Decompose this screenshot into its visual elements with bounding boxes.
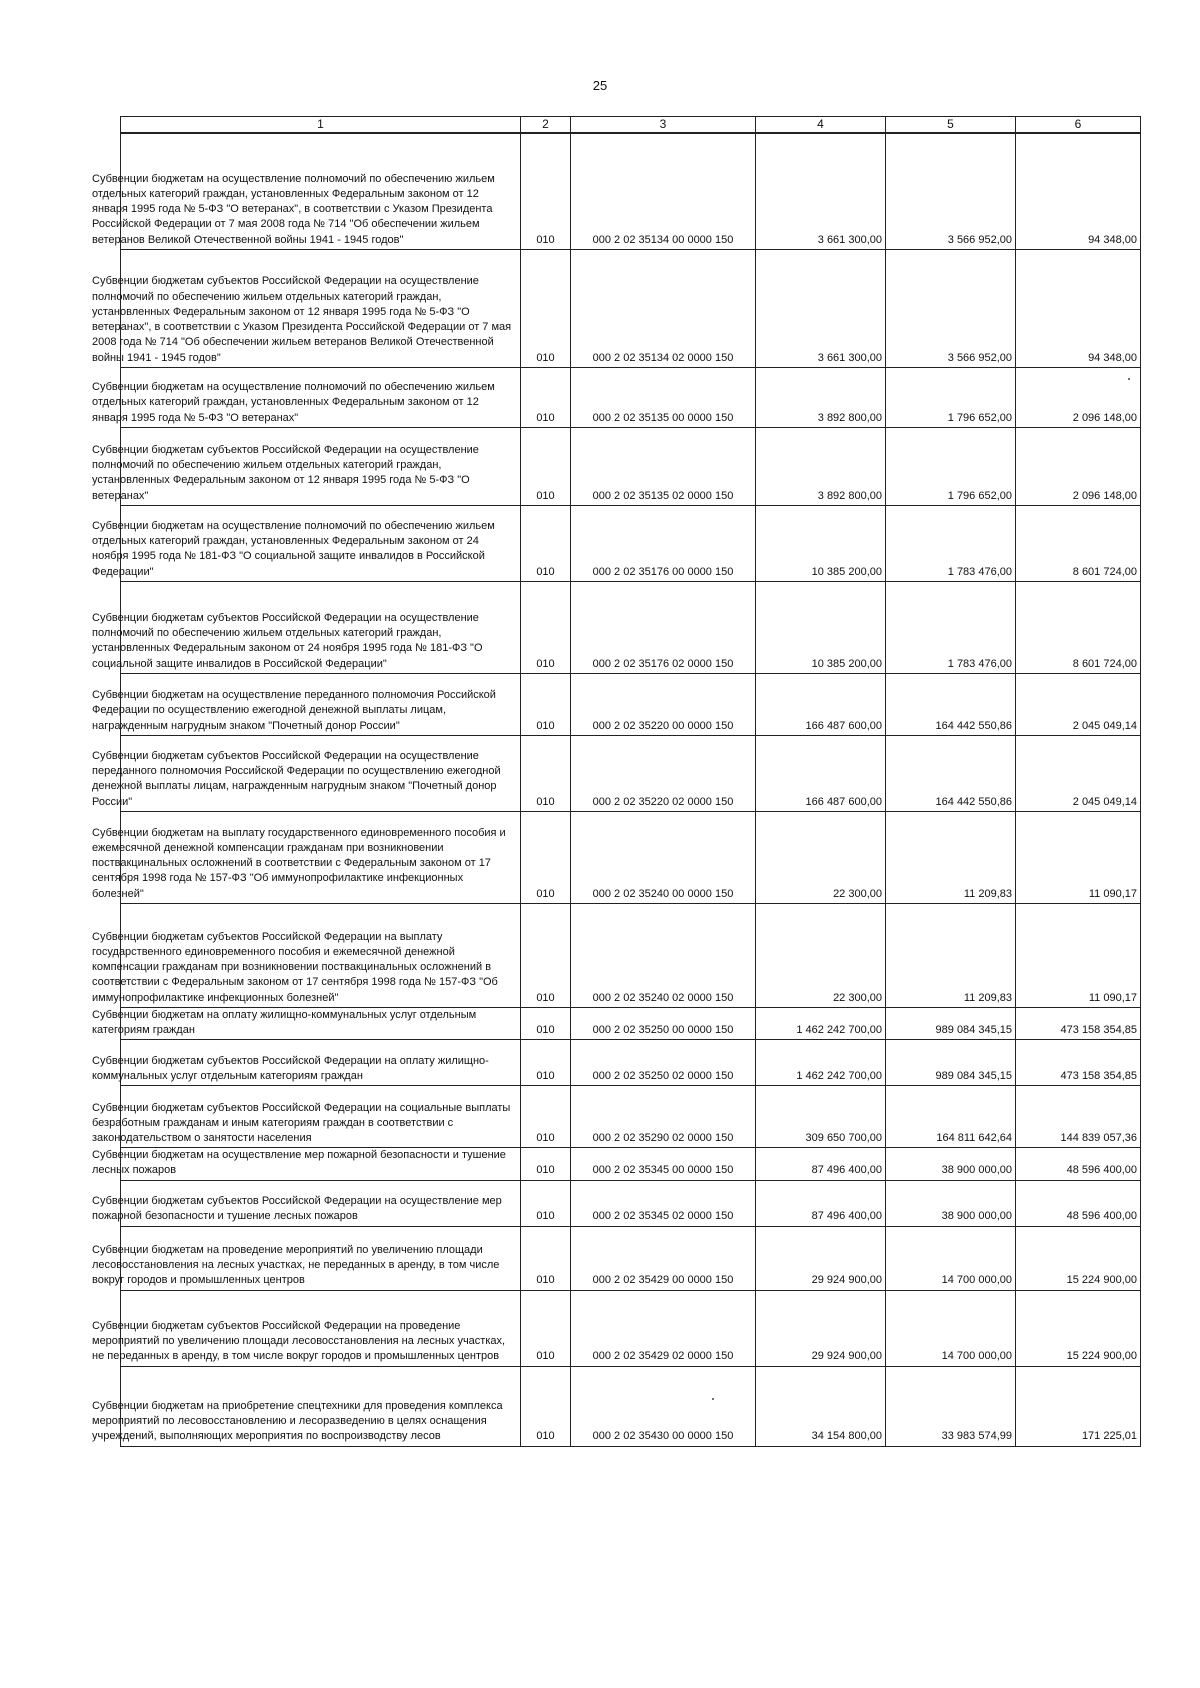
row-name-text: Субвенции бюджетам субъектов Российской Федерации на оплату жилищно-коммунальных услуг отдельным категориям граждан (92, 1054, 489, 1082)
table-row (121, 1226, 1141, 1290)
table-row (121, 903, 1141, 1007)
row-executed-amount-cell: 989 084 345,15 (886, 1040, 1016, 1086)
row-admin-code-cell: 010 (521, 249, 571, 367)
row-name-text: Субвенции бюджетам на проведение мероприятий по увеличению площади лесовосстановления на лесных участках, не переданных в аренду, в том числе вокруг городов и промышленных центров (92, 1243, 500, 1287)
row-remaining-amount-cell: 473 158 354,85 (1016, 1007, 1141, 1039)
table-row (121, 427, 1141, 505)
row-budget-code-cell: 000 2 02 35135 02 0000 150 (571, 427, 756, 505)
row-budget-code-cell: 000 2 02 35429 02 0000 150 (571, 1290, 756, 1366)
row-approved-amount-cell: 309 650 700,00 (756, 1086, 886, 1148)
row-admin-code-cell: 010 (521, 1290, 571, 1366)
scan-speck (712, 1398, 714, 1400)
row-name-cell (92, 1007, 521, 1039)
row-remaining-amount-cell: 15 224 900,00 (1016, 1226, 1141, 1290)
row-budget-code-cell: 000 2 02 35134 02 0000 150 (571, 249, 756, 367)
row-executed-amount-cell: 989 084 345,15 (886, 1007, 1016, 1039)
row-approved-amount-cell: 22 300,00 (756, 811, 886, 903)
row-remaining-amount-cell: 2 045 049,14 (1016, 673, 1141, 735)
row-remaining-amount-cell: 8 601 724,00 (1016, 581, 1141, 673)
row-budget-code-cell: 000 2 02 35345 02 0000 150 (571, 1180, 756, 1226)
column-header: 2 (521, 117, 571, 134)
row-name-cell (92, 735, 521, 811)
table-row (121, 133, 1141, 249)
row-admin-code-cell: 010 (521, 1226, 571, 1290)
row-remaining-amount-cell: 2 096 148,00 (1016, 367, 1141, 427)
row-admin-code-cell: 010 (521, 1086, 571, 1148)
row-approved-amount-cell: 166 487 600,00 (756, 673, 886, 735)
table-row (121, 1007, 1141, 1039)
row-approved-amount-cell: 29 924 900,00 (756, 1226, 886, 1290)
row-admin-code-cell: 010 (521, 133, 571, 249)
row-name-text: Субвенции бюджетам на осуществление мер пожарной безопасности и тушение лесных пожаров (92, 1149, 506, 1177)
row-name-cell (92, 673, 521, 735)
row-budget-code-cell: 000 2 02 35250 02 0000 150 (571, 1040, 756, 1086)
row-budget-code-cell: 000 2 02 35176 02 0000 150 (571, 581, 756, 673)
row-remaining-amount-cell: 15 224 900,00 (1016, 1290, 1141, 1366)
row-executed-amount-cell: 38 900 000,00 (886, 1180, 1016, 1226)
row-approved-amount-cell: 29 924 900,00 (756, 1290, 886, 1366)
row-budget-code-cell: 000 2 02 35220 00 0000 150 (571, 673, 756, 735)
row-admin-code-cell: 010 (521, 581, 571, 673)
row-approved-amount-cell: 34 154 800,00 (756, 1366, 886, 1446)
column-header: 5 (886, 117, 1016, 134)
row-admin-code-cell: 010 (521, 1148, 571, 1180)
row-remaining-amount-cell: 94 348,00 (1016, 133, 1141, 249)
row-budget-code-cell: 000 2 02 35430 00 0000 150 (571, 1366, 756, 1446)
row-admin-code-cell: 010 (521, 811, 571, 903)
row-admin-code-cell: 010 (521, 903, 571, 1007)
row-executed-amount-cell: 164 811 642,64 (886, 1086, 1016, 1148)
column-header: 1 (121, 117, 521, 134)
row-name-text: Субвенции бюджетам субъектов Российской Федерации на осуществление полномочий по обеспечению жильем отдельных категорий граждан, установленных Федеральным законом от 12 января 1995 года № 5-ФЗ "О ветеранах", в соответствии с Указом Президента Российской Федерации от 7 мая 2008 года № 714 "Об обеспечении жильем ветеранов Великой Отечественной войны 1941 - 1945 годов" (92, 275, 512, 364)
row-executed-amount-cell: 1 783 476,00 (886, 581, 1016, 673)
row-name-cell (92, 1290, 521, 1366)
table-body (92, 133, 1141, 1446)
row-executed-amount-cell: 11 209,83 (886, 811, 1016, 903)
row-name-text: Субвенции бюджетам субъектов Российской Федерации на осуществление переданного полномочия Российской Федерации по осуществлению ежегодной денежной выплаты лицам, награжденным нагрудным знаком "Почетный донор России" (92, 749, 501, 808)
page-number: 25 (592, 78, 608, 93)
row-name-cell (92, 1226, 521, 1290)
row-name-text: Субвенции бюджетам субъектов Российской Федерации на проведение мероприятий по увеличению площади лесовосстановления на лесных участках, не переданных в аренду, в том числе вокруг городов и промышленных центров (92, 1319, 506, 1363)
table-row (121, 1086, 1141, 1148)
row-admin-code-cell: 010 (521, 1180, 571, 1226)
row-remaining-amount-cell: 11 090,17 (1016, 811, 1141, 903)
row-approved-amount-cell: 22 300,00 (756, 903, 886, 1007)
row-approved-amount-cell: 3 661 300,00 (756, 249, 886, 367)
row-name-cell (92, 1040, 521, 1086)
row-admin-code-cell: 010 (521, 427, 571, 505)
row-name-text: Субвенции бюджетам субъектов Российской Федерации на выплату государственного единовременного пособия и ежемесячной денежной компенсации гражданам при возникновении поствакцинальных осложнений в соответствии с Федеральным законом от 17 сентября 1998 года № 157-ФЗ "Об иммунопрофилактике инфекционных болезней" (92, 930, 498, 1004)
row-executed-amount-cell: 11 209,83 (886, 903, 1016, 1007)
row-budget-code-cell: 000 2 02 35240 00 0000 150 (571, 811, 756, 903)
row-remaining-amount-cell: 144 839 057,36 (1016, 1086, 1141, 1148)
row-approved-amount-cell: 3 892 800,00 (756, 427, 886, 505)
row-executed-amount-cell: 14 700 000,00 (886, 1226, 1016, 1290)
row-name-cell (92, 1086, 521, 1148)
row-approved-amount-cell: 87 496 400,00 (756, 1180, 886, 1226)
row-executed-amount-cell: 1 796 652,00 (886, 367, 1016, 427)
row-budget-code-cell: 000 2 02 35220 02 0000 150 (571, 735, 756, 811)
row-remaining-amount-cell: 2 096 148,00 (1016, 427, 1141, 505)
row-name-text: Субвенции бюджетам на приобретение спецтехники для проведения комплекса мероприятий по лесовосстановлению и лесоразведению в целях оснащения учреждений, выполняющих мероприятия по воспроизводству лесов (92, 1399, 503, 1443)
row-name-text: Субвенции бюджетам субъектов Российской Федерации на осуществление мер пожарной безопасности и тушение лесных пожаров (92, 1195, 502, 1223)
row-name-cell (92, 1180, 521, 1226)
row-name-text: Субвенции бюджетам субъектов Российской Федерации на осуществление полномочий по обеспечению жильем отдельных категорий граждан, установленных Федеральным законом от 12 января 1995 года № 5-ФЗ "О ветеранах" (92, 443, 479, 502)
row-remaining-amount-cell: 2 045 049,14 (1016, 735, 1141, 811)
scan-speck (1128, 378, 1130, 380)
table-row (121, 367, 1141, 427)
budget-table (92, 116, 1141, 1447)
row-name-text: Субвенции бюджетам на осуществление полномочий по обеспечению жильем отдельных категорий граждан, установленных Федеральным законом от 24 ноября 1995 года № 181-ФЗ "О социальной защите инвалидов в Российской Федерации" (92, 519, 495, 578)
table-row (121, 1148, 1141, 1180)
row-remaining-amount-cell: 8 601 724,00 (1016, 505, 1141, 581)
row-remaining-amount-cell: 94 348,00 (1016, 249, 1141, 367)
row-approved-amount-cell: 10 385 200,00 (756, 505, 886, 581)
row-name-text: Субвенции бюджетам на выплату государственного единовременного пособия и ежемесячной денежной компенсации гражданам при возникновении поствакцинальных осложнений в соответствии с Федеральным законом от 17 сентября 1998 года № 157-ФЗ "Об иммунопрофилактике инфекционных болезней" (92, 826, 506, 900)
table-row (121, 811, 1141, 903)
row-executed-amount-cell: 1 783 476,00 (886, 505, 1016, 581)
row-admin-code-cell: 010 (521, 1007, 571, 1039)
table-row (121, 1180, 1141, 1226)
row-approved-amount-cell: 3 661 300,00 (756, 133, 886, 249)
row-budget-code-cell: 000 2 02 35135 00 0000 150 (571, 367, 756, 427)
table-row (121, 1040, 1141, 1086)
row-name-text: Субвенции бюджетам субъектов Российской Федерации на осуществление полномочий по обеспечению жильем отдельных категорий граждан, установленных Федеральным законом от 24 ноября 1995 года № 181-ФЗ "О социальной защите инвалидов в Российской Федерации" (92, 611, 483, 670)
column-header: 4 (756, 117, 886, 134)
row-budget-code-cell: 000 2 02 35134 00 0000 150 (571, 133, 756, 249)
row-name-text: Субвенции бюджетам на осуществление полномочий по обеспечению жильем отдельных категорий граждан, установленных Федеральным законом от 12 января 1995 года № 5-ФЗ "О ветеранах", в соответствии с Указом Президента Российской Федерации от 7 мая 2008 года № 714 "Об обеспечении жильем ветеранов Великой Отечественной войны 1941 - 1945 годов" (92, 172, 495, 246)
row-executed-amount-cell: 14 700 000,00 (886, 1290, 1016, 1366)
row-name-cell (92, 249, 521, 367)
row-name-text: Субвенции бюджетам на осуществление полномочий по обеспечению жильем отдельных категорий граждан, установленных Федеральным законом от 12 января 1995 года № 5-ФЗ "О ветеранах" (92, 381, 495, 424)
row-executed-amount-cell: 3 566 952,00 (886, 249, 1016, 367)
row-name-text: Субвенции бюджетам на осуществление переданного полномочия Российской Федерации по осуществлению ежегодной денежной выплаты лицам, награжденным нагрудным знаком "Почетный донор России" (92, 689, 496, 732)
row-remaining-amount-cell: 11 090,17 (1016, 903, 1141, 1007)
row-admin-code-cell: 010 (521, 1040, 571, 1086)
table-row (121, 1290, 1141, 1366)
table-header-row (121, 117, 1141, 134)
row-approved-amount-cell: 3 892 800,00 (756, 367, 886, 427)
row-admin-code-cell: 010 (521, 673, 571, 735)
row-remaining-amount-cell: 48 596 400,00 (1016, 1148, 1141, 1180)
row-executed-amount-cell: 3 566 952,00 (886, 133, 1016, 249)
table-row (121, 1366, 1141, 1446)
row-executed-amount-cell: 38 900 000,00 (886, 1148, 1016, 1180)
row-budget-code-cell: 000 2 02 35290 02 0000 150 (571, 1086, 756, 1148)
table-row (121, 505, 1141, 581)
row-remaining-amount-cell: 48 596 400,00 (1016, 1180, 1141, 1226)
row-name-cell (92, 1366, 521, 1446)
row-budget-code-cell: 000 2 02 35240 02 0000 150 (571, 903, 756, 1007)
row-budget-code-cell: 000 2 02 35176 00 0000 150 (571, 505, 756, 581)
table-row (121, 673, 1141, 735)
table-row (121, 581, 1141, 673)
row-name-cell (92, 427, 521, 505)
row-admin-code-cell: 010 (521, 1366, 571, 1446)
row-name-cell (92, 367, 521, 427)
row-approved-amount-cell: 1 462 242 700,00 (756, 1040, 886, 1086)
row-admin-code-cell: 010 (521, 735, 571, 811)
row-name-cell (92, 505, 521, 581)
table-row (121, 249, 1141, 367)
row-name-text: Субвенции бюджетам субъектов Российской Федерации на социальные выплаты безработным гражданам и иным категориям граждан в соответствии с законодательством о занятости населения (92, 1101, 511, 1144)
row-approved-amount-cell: 1 462 242 700,00 (756, 1007, 886, 1039)
row-executed-amount-cell: 33 983 574,99 (886, 1366, 1016, 1446)
row-budget-code-cell: 000 2 02 35429 00 0000 150 (571, 1226, 756, 1290)
row-approved-amount-cell: 166 487 600,00 (756, 735, 886, 811)
row-name-text: Субвенции бюджетам на оплату жилищно-коммунальных услуг отдельным категориям граждан (92, 1008, 477, 1036)
row-name-cell (92, 581, 521, 673)
row-name-cell (92, 1148, 521, 1180)
row-name-cell (92, 903, 521, 1007)
row-remaining-amount-cell: 473 158 354,85 (1016, 1040, 1141, 1086)
row-executed-amount-cell: 164 442 550,86 (886, 735, 1016, 811)
row-executed-amount-cell: 1 796 652,00 (886, 427, 1016, 505)
row-remaining-amount-cell: 171 225,01 (1016, 1366, 1141, 1446)
row-name-cell (92, 811, 521, 903)
column-header: 3 (571, 117, 756, 134)
row-name-cell (92, 133, 521, 249)
table-row (121, 735, 1141, 811)
row-approved-amount-cell: 10 385 200,00 (756, 581, 886, 673)
column-header: 6 (1016, 117, 1141, 134)
row-executed-amount-cell: 164 442 550,86 (886, 673, 1016, 735)
row-budget-code-cell: 000 2 02 35345 00 0000 150 (571, 1148, 756, 1180)
row-admin-code-cell: 010 (521, 505, 571, 581)
row-budget-code-cell: 000 2 02 35250 00 0000 150 (571, 1007, 756, 1039)
row-approved-amount-cell: 87 496 400,00 (756, 1148, 886, 1180)
row-admin-code-cell: 010 (521, 367, 571, 427)
